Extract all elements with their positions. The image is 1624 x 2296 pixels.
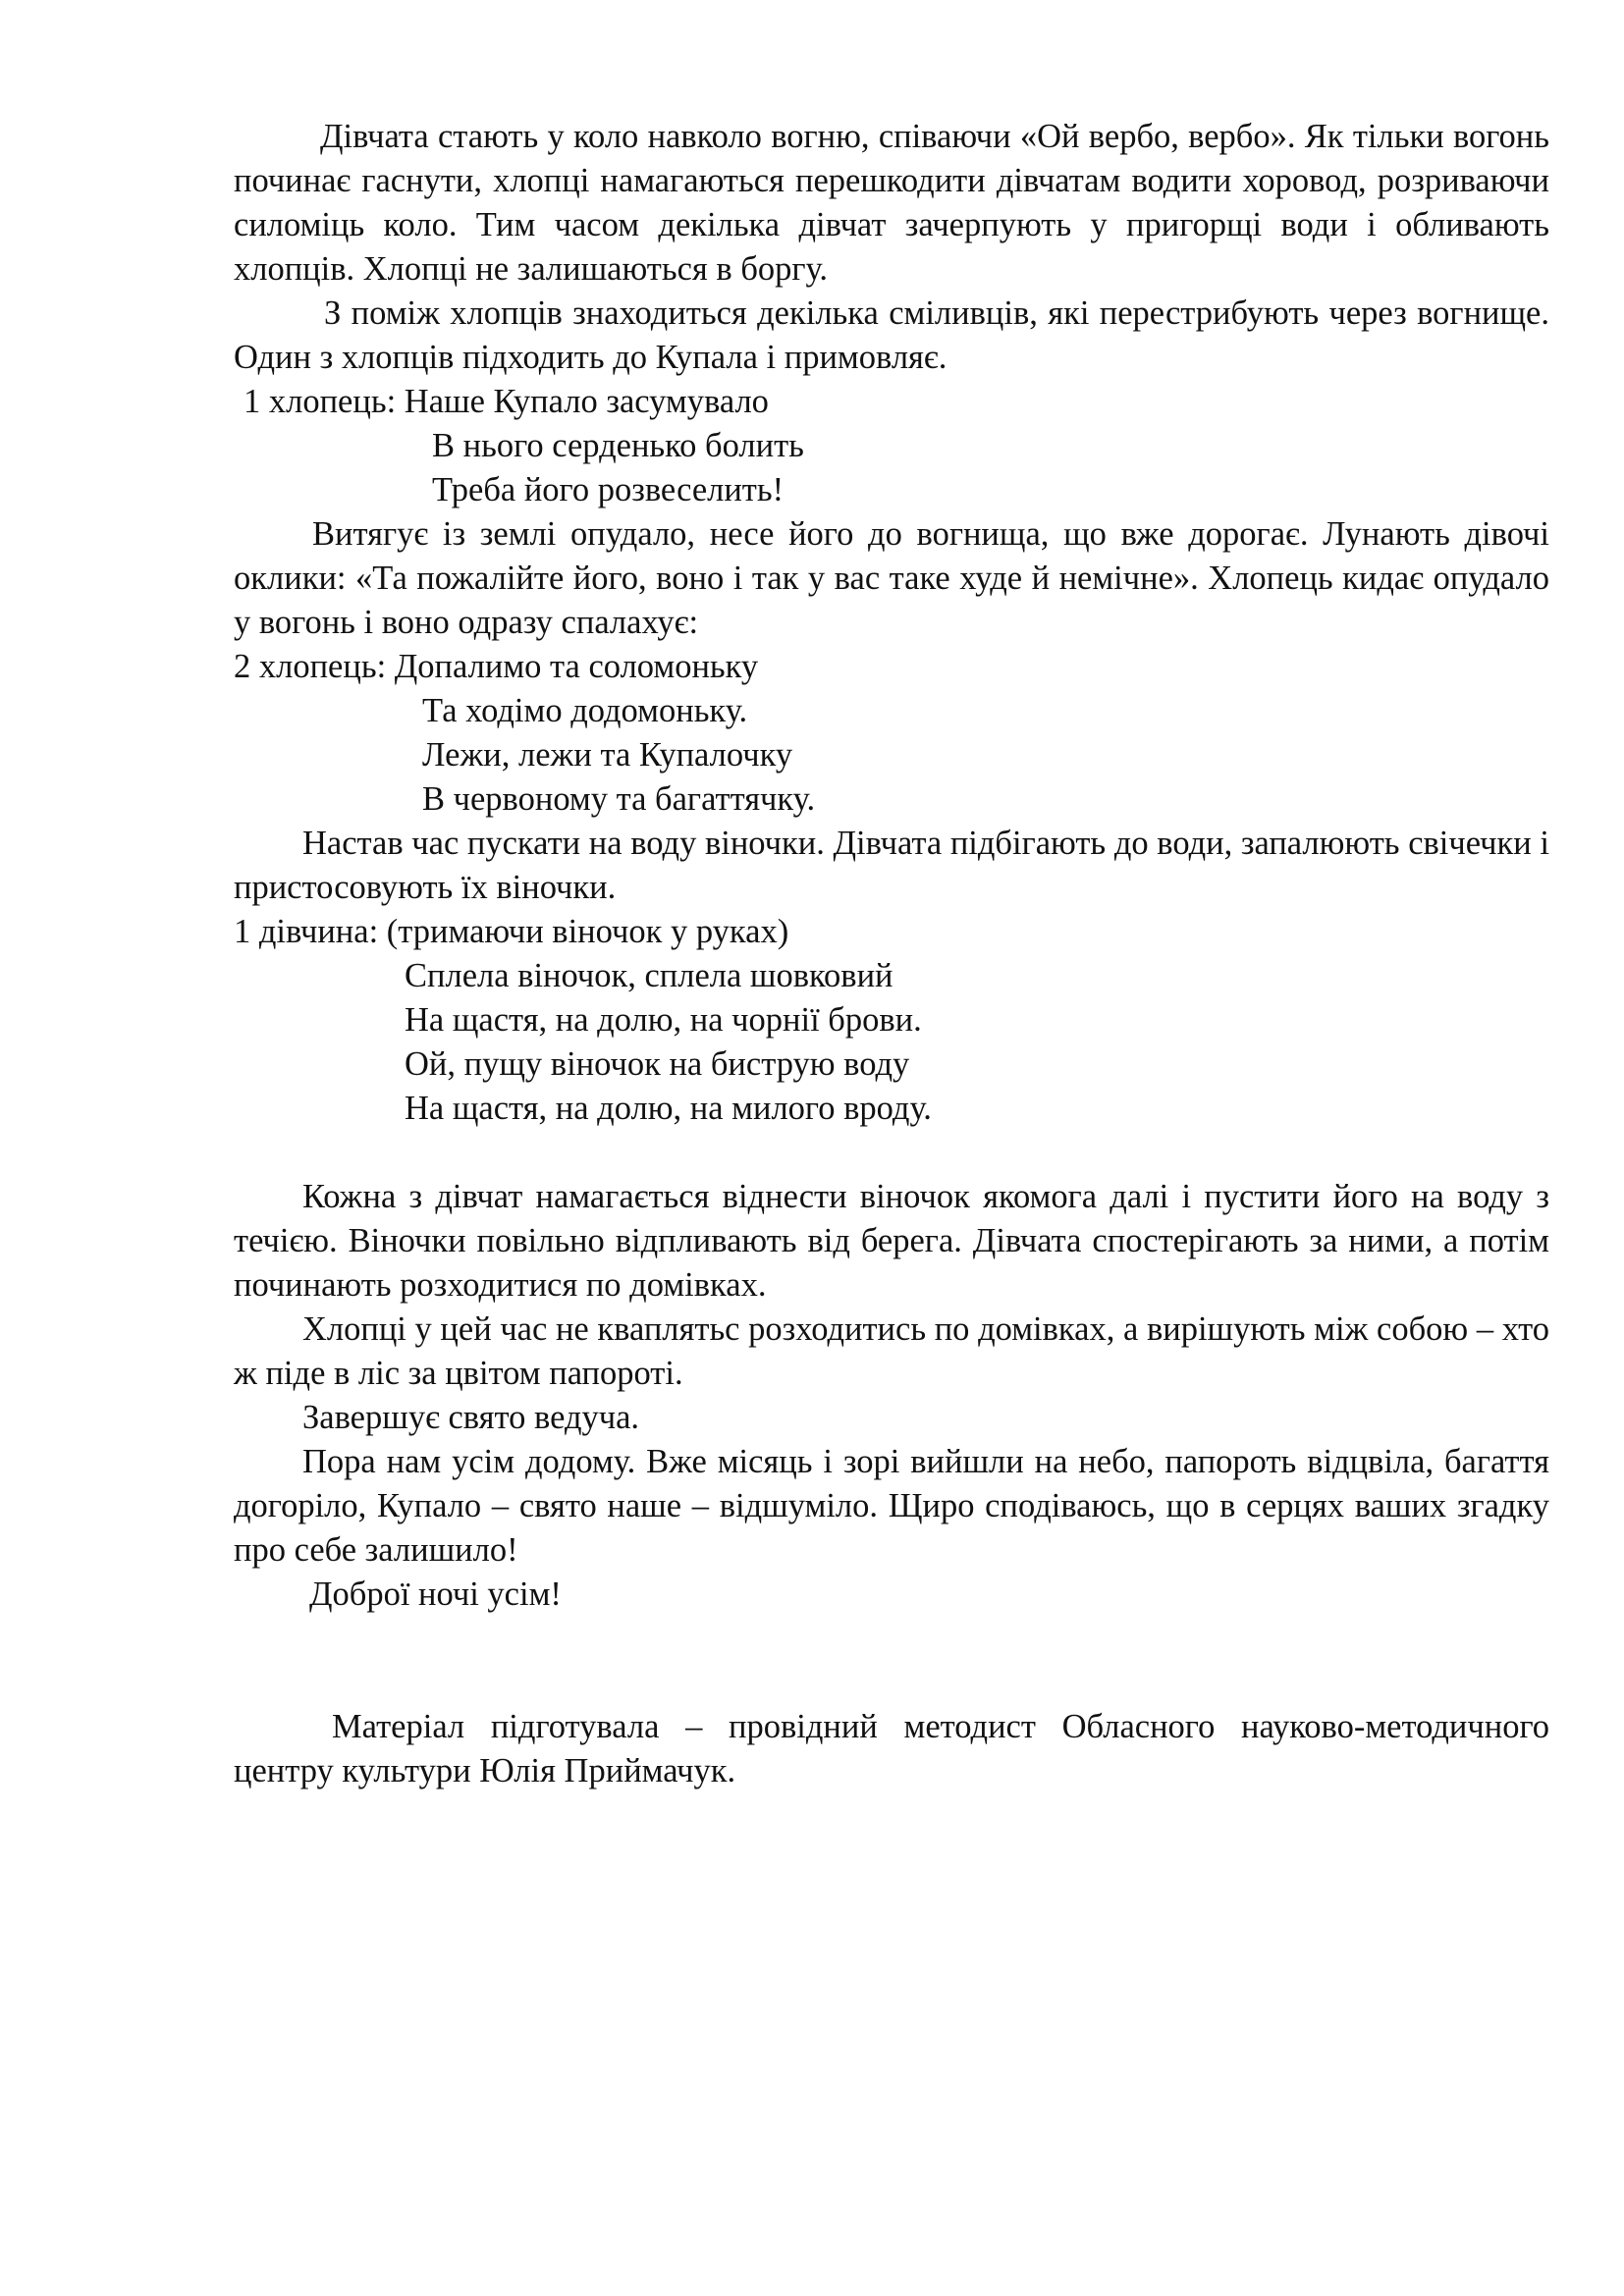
paragraph-round-dance: Дівчата стають у коло навколо вогню, співаючи «Ой вербо, вербо». Як тільки вогонь починає гаснути, хлопці намагаються перешкодити дівчатам водити хоровод, розриваючи силоміць коло. Тим часом декілька дівчат зачерпують у пригорщі води і обливають хлопців. Хлопці не залишаються в боргу.: [234, 118, 1549, 288]
spacer: [234, 1131, 1549, 1175]
paragraph-jumping-fire: З поміж хлопців знаходиться декілька сміливців, які перестрибують через вогнище. Один з хлопців підходить до Купала і примовляє.: [234, 294, 1549, 376]
verse-line: На щастя, на долю, на чорнії брови.: [405, 1001, 922, 1039]
document-page: [234, 115, 1549, 1793]
credit-line: Матеріал підготувала – провідний методист Обласного науково-методичного центру культури Юлія Приймачук.: [234, 1708, 1549, 1789]
spacer: [234, 1617, 1549, 1705]
paragraph-good-night: Доброї ночі усім!: [309, 1575, 562, 1613]
verse-line: Ой, пущу віночок на биструю воду: [405, 1045, 910, 1083]
paragraph-wreaths-float: Кожна з дівчат намагається віднести віночок якомога далі і пустити його на воду з течією. Віночки повільно відпливають від берега. Дівчата спостерігають за ними, а потім починають розходитися по домівках.: [234, 1178, 1549, 1304]
paragraph-effigy: Витягує із землі опудало, несе його до вогнища, що вже дорогає. Лунають дівочі оклики: «Та пожалійте його, воно і так у вас таке худе й немічне». Хлопець кидає опудало у вогонь і воно одразу спалахує:: [234, 515, 1549, 641]
paragraph-fern-flower: Хлопці у цей час не кваплятьс розходитись по домівках, а вирішують між собою – хто ж піде в ліс за цвітом папороті.: [234, 1310, 1549, 1392]
verse-line: Сплела віночок, сплела шовковий: [405, 957, 893, 994]
paragraph-farewell: Пора нам усім додому. Вже місяць і зорі вийшли на небо, папороть відцвіла, багаття догоріло, Купало – свято наше – відшуміло. Щиро сподіваюсь, що в серцях ваших згадку про себе залишило!: [234, 1443, 1549, 1569]
paragraph-wreaths: Настав час пускати на воду віночки. Дівчата підбігають до води, запалюють свічечки і пристосовують їх віночки.: [234, 825, 1549, 906]
verse-line: На щастя, на долю, на милого вроду.: [405, 1090, 932, 1127]
verse-line: Треба його розвеселить!: [432, 471, 785, 508]
speech-girl-1: 1 дівчина: (тримаючи віночок у руках): [234, 913, 789, 950]
paragraph-host-closing: Завершує свято ведуча.: [302, 1399, 640, 1436]
verse-line: В червоному та багаттячку.: [422, 780, 816, 818]
verse-line: Лежи, лежи та Купалочку: [422, 736, 793, 774]
speech-boy-1: 1 хлопець: Наше Купало засумувало: [244, 383, 769, 420]
speech-boy-2: 2 хлопець: Допалимо та соломоньку: [234, 648, 759, 685]
verse-line: Та ходімо додомоньку.: [422, 692, 748, 729]
verse-line: В нього серденько болить: [432, 427, 804, 464]
